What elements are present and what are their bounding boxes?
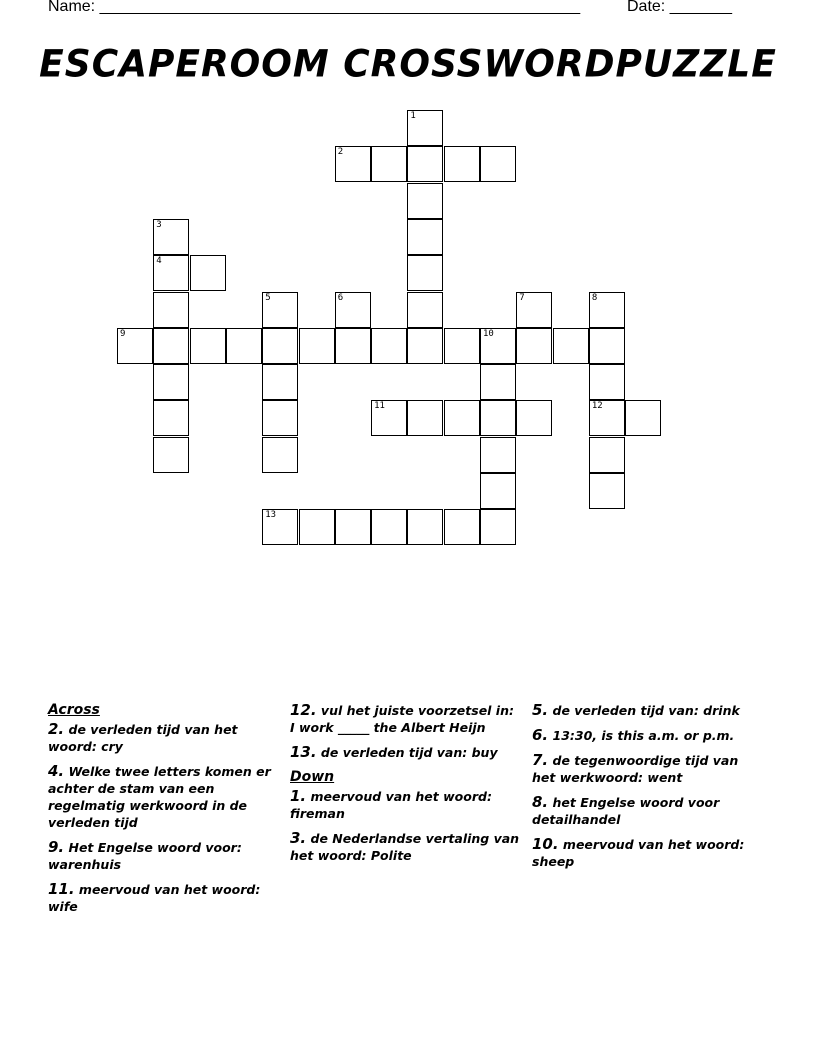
clue-text: 13:30, is this a.m. or p.m. xyxy=(548,728,735,743)
clue-item xyxy=(532,836,762,870)
crossword-cell[interactable] xyxy=(299,328,335,364)
clues-column-2 xyxy=(290,702,520,872)
cell-number: 5 xyxy=(265,292,271,303)
crossword-cell[interactable] xyxy=(480,509,516,545)
clue-number: 4. xyxy=(48,762,65,780)
clue-text: meervoud van het woord: wife xyxy=(48,882,261,914)
clue-text: meervoud van het woord: fireman xyxy=(290,789,492,821)
clue-item xyxy=(290,788,520,822)
clue-number: 11. xyxy=(48,880,75,898)
crossword-cell[interactable] xyxy=(589,364,625,400)
crossword-cell[interactable] xyxy=(589,437,625,473)
clue-text: de verleden tijd van: drink xyxy=(548,703,740,718)
cell-number: 11 xyxy=(374,401,385,412)
clues-column-3 xyxy=(532,702,762,878)
crossword-cell[interactable] xyxy=(444,146,480,182)
crossword-cell[interactable] xyxy=(153,437,189,473)
clue-text: het Engelse woord voor detailhandel xyxy=(532,795,720,827)
crossword-cell[interactable] xyxy=(407,400,443,436)
name-field-label: Name: ______________________________________________________ xyxy=(48,0,581,15)
down-heading: Down xyxy=(290,769,335,785)
cell-number: 10 xyxy=(483,328,494,339)
clues-column-1 xyxy=(48,702,278,923)
clue-text: vul het juiste voorzetsel in: I work _____ the Albert Heijn xyxy=(290,703,514,735)
crossword-cell[interactable] xyxy=(371,400,407,436)
crossword-cell[interactable] xyxy=(444,328,480,364)
crossword-cell[interactable] xyxy=(190,255,226,291)
crossword-cell[interactable] xyxy=(335,292,371,328)
clue-text: de Nederlandse vertaling van het woord: Polite xyxy=(290,831,520,863)
crossword-cell[interactable] xyxy=(407,292,443,328)
crossword-cell[interactable] xyxy=(480,364,516,400)
clue-text: de verleden tijd van het woord: cry xyxy=(48,722,238,754)
crossword-cell[interactable] xyxy=(589,328,625,364)
crossword-cell[interactable] xyxy=(262,509,298,545)
cell-number: 12 xyxy=(591,401,603,412)
cell-number: 9 xyxy=(120,328,126,339)
clue-item xyxy=(48,763,278,831)
clue-number: 3. xyxy=(290,829,307,847)
clue-item xyxy=(290,702,520,736)
crossword-cell[interactable] xyxy=(117,328,153,364)
cell-number: 6 xyxy=(337,292,344,303)
clue-number: 6. xyxy=(532,726,549,744)
clue-number: 7. xyxy=(532,751,549,769)
clue-item xyxy=(532,727,762,744)
clue-number: 2. xyxy=(48,720,65,738)
cell-number: 8 xyxy=(591,292,598,303)
crossword-cell[interactable] xyxy=(480,437,516,473)
crossword-cell[interactable] xyxy=(480,328,516,364)
crossword-cell[interactable] xyxy=(589,400,625,436)
clue-item xyxy=(48,881,278,915)
crossword-cell[interactable] xyxy=(407,255,443,291)
crossword-cell[interactable] xyxy=(153,255,189,291)
cell-number: 13 xyxy=(265,510,277,521)
clue-text: meervoud van het woord: sheep xyxy=(532,837,745,869)
clue-item xyxy=(48,721,278,755)
crossword-cell[interactable] xyxy=(153,219,189,255)
crossword-cell[interactable] xyxy=(444,509,480,545)
clue-item xyxy=(532,702,762,719)
crossword-cell[interactable] xyxy=(516,328,552,364)
crossword-cell[interactable] xyxy=(480,400,516,436)
clue-item xyxy=(290,830,520,864)
clue-number: 9. xyxy=(48,838,65,856)
clue-number: 5. xyxy=(532,701,549,719)
clue-number: 10. xyxy=(532,835,559,853)
crossword-cell[interactable] xyxy=(262,400,298,436)
cell-number: 4 xyxy=(156,256,162,267)
clue-item xyxy=(48,839,278,873)
cell-number: 2 xyxy=(337,147,344,158)
crossword-cell[interactable] xyxy=(335,509,371,545)
clue-text: Het Engelse woord voor: warenhuis xyxy=(48,840,242,872)
crossword-cell[interactable] xyxy=(480,146,516,182)
date-field-label: Date: _______ xyxy=(627,0,732,15)
crossword-cell[interactable] xyxy=(407,219,443,255)
crossword-cell[interactable] xyxy=(299,509,335,545)
crossword-cell[interactable] xyxy=(371,146,407,182)
crossword-cell[interactable] xyxy=(589,292,625,328)
crossword-cell[interactable] xyxy=(407,146,443,182)
across-heading: Across xyxy=(48,702,100,718)
crossword-cell[interactable] xyxy=(516,400,552,436)
crossword-cell[interactable] xyxy=(371,328,407,364)
clue-item xyxy=(532,794,762,828)
crossword-cell[interactable] xyxy=(444,400,480,436)
crossword-cell[interactable] xyxy=(625,400,661,436)
clue-number: 12. xyxy=(290,701,317,719)
crossword-cell[interactable] xyxy=(262,328,298,364)
cell-number: 7 xyxy=(519,292,525,303)
crossword-cell[interactable] xyxy=(262,437,298,473)
crossword-cell[interactable] xyxy=(589,473,625,509)
clue-item xyxy=(532,752,762,786)
clue-text: de verleden tijd van: buy xyxy=(316,745,498,760)
crossword-cell[interactable] xyxy=(335,328,371,364)
crossword-cell[interactable] xyxy=(153,328,189,364)
crossword-cell[interactable] xyxy=(407,328,443,364)
crossword-cell[interactable] xyxy=(371,509,407,545)
crossword-cell[interactable] xyxy=(553,328,589,364)
cell-number: 3 xyxy=(156,219,162,230)
crossword-cell[interactable] xyxy=(407,509,443,545)
crossword-cell[interactable] xyxy=(335,146,371,182)
clue-number: 1. xyxy=(290,787,307,805)
crossword-cell[interactable] xyxy=(153,364,189,400)
cell-number: 1 xyxy=(410,111,416,121)
crossword-cell[interactable] xyxy=(407,183,443,219)
crossword-cell[interactable] xyxy=(262,292,298,328)
crossword-cell[interactable] xyxy=(190,328,226,364)
crossword-cell[interactable] xyxy=(480,473,516,509)
crossword-cell[interactable] xyxy=(153,292,189,328)
clue-number: 13. xyxy=(290,743,317,761)
puzzle-title: ESCAPEROOM CROSSWORDPUZZLE xyxy=(39,42,777,87)
crossword-cell[interactable] xyxy=(516,292,552,328)
clue-text: de tegenwoordige tijd van het werkwoord: went xyxy=(532,753,739,785)
clue-number: 8. xyxy=(532,793,549,811)
crossword-cell[interactable] xyxy=(226,328,262,364)
crossword-cell[interactable] xyxy=(407,110,443,146)
clue-item xyxy=(290,744,520,761)
clue-text: Welke twee letters komen er achter de stam van een regelmatig werkwoord in de verleden tijd xyxy=(48,764,271,830)
crossword-cell[interactable] xyxy=(153,400,189,436)
crossword-cell[interactable] xyxy=(262,364,298,400)
